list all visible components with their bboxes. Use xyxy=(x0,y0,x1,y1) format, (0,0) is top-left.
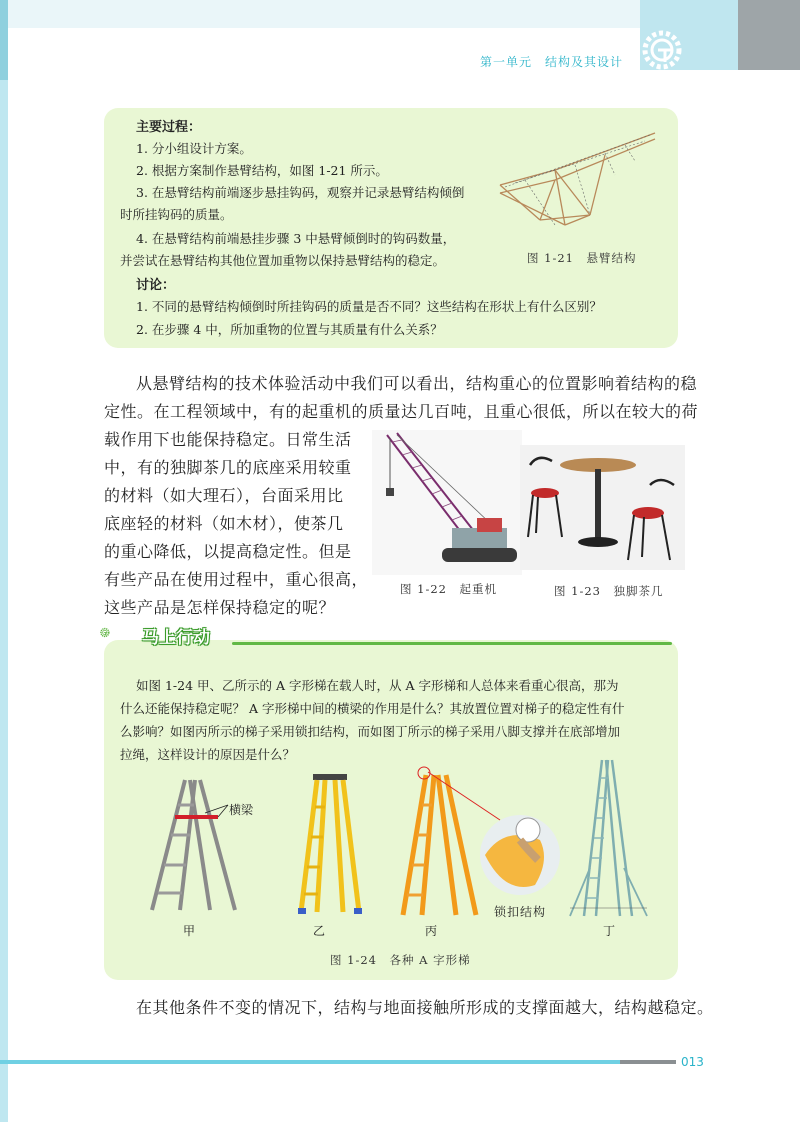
paragraph-line-3: 载作用下也能保持稳定。日常生活 xyxy=(104,430,352,449)
lock-structure-callout xyxy=(420,770,560,900)
discussion-item-2: 2. 在步骤 4 中，所加重物的位置与其质量有什么关系？ xyxy=(136,322,443,337)
paragraph-line-7: 的重心降低，以提高稳定性。但是 xyxy=(104,542,352,561)
paragraph-line-9: 这些产品是怎样保持稳定的呢？ xyxy=(104,598,336,617)
left-margin-accent xyxy=(0,0,8,80)
action-text-3: 么影响？如图丙所示的梯子采用锁扣结构，而如图丁所示的梯子采用八脚支撑并在底部增加 xyxy=(120,724,621,739)
paragraph-line-4: 中，有的独脚茶几的底座采用较重 xyxy=(104,458,352,477)
coffee-table-photo xyxy=(520,445,685,570)
paragraph-line-2: 定性。在工程领域中，有的起重机的质量达几百吨，且重心很低，所以在较大的荷 xyxy=(104,402,699,421)
action-banner-line xyxy=(232,642,672,645)
paragraph-line-5: 的材料（如大理石），台面采用比 xyxy=(104,486,344,505)
ladder-jia-figure xyxy=(140,775,240,915)
action-text-2: 什么还能保持稳定呢？ A 字形梯中间的横梁的作用是什么？其放置位置对梯子的稳定性有什 xyxy=(120,701,625,716)
ladder-label-jia: 甲 xyxy=(183,924,196,938)
gear-logo-icon xyxy=(640,28,684,72)
ladder-yi-figure xyxy=(295,772,365,917)
paragraph-line-8: 有些产品在使用过程中，重心很高， xyxy=(104,570,369,589)
paragraph-line-6: 底座轻的材料（如木材），使茶几 xyxy=(104,514,344,533)
footer-line xyxy=(0,1060,620,1064)
step-4: 4. 在悬臂结构前端悬挂步骤 3 中悬臂倾倒时的钩码数量， xyxy=(136,231,456,246)
process-heading: 主要过程： xyxy=(136,120,202,135)
action-text-1: 如图 1-24 甲、乙所示的 A 字形梯在载人时，从 A 字形梯和人总体来看重心很高，那为 xyxy=(136,678,619,693)
cantilever-structure-figure xyxy=(495,125,665,235)
beam-label: 横梁 xyxy=(229,803,254,817)
figure-1-21-caption: 图 1-21 悬臂结构 xyxy=(527,251,637,265)
lock-label: 锁扣结构 xyxy=(494,905,547,919)
step-4-cont: 并尝试在悬臂结构其他位置加重物以保持悬臂结构的稳定。 xyxy=(120,253,446,268)
unit-title: 第一单元 结构及其设计 xyxy=(480,55,624,69)
action-title: 马上行动 xyxy=(142,628,210,648)
figure-1-22-caption: 图 1-22 起重机 xyxy=(400,582,497,596)
paragraph-line-1: 从悬臂结构的技术体验活动中我们可以看出，结构重心的位置影响着结构的稳 xyxy=(136,374,698,393)
conclusion-text: 在其他条件不变的情况下，结构与地面接触所形成的支撑面越大，结构越稳定。 xyxy=(136,998,714,1017)
step-3: 3. 在悬臂结构前端逐步悬挂钩码，观察并记录悬臂结构倾倒 xyxy=(136,185,465,200)
ladder-label-yi: 乙 xyxy=(313,924,326,938)
footer-line-accent xyxy=(620,1060,676,1064)
header-bar xyxy=(0,0,738,28)
figure-1-23-caption: 图 1-23 独脚茶几 xyxy=(554,584,664,598)
ladder-label-ding: 丁 xyxy=(603,924,616,938)
discussion-item-1: 1. 不同的悬臂结构倾倒时所挂钩码的质量是否不同？这些结构在形状上有什么区别？ xyxy=(136,299,602,314)
crane-photo xyxy=(372,430,522,575)
figure-1-24-caption: 图 1-24 各种 A 字形梯 xyxy=(330,953,471,967)
header-accent-gray xyxy=(738,0,800,70)
step-1: 1. 分小组设计方案。 xyxy=(136,141,252,156)
ladder-ding-figure xyxy=(562,758,652,923)
step-3-cont: 时所挂钩码的质量。 xyxy=(120,207,233,222)
ladder-label-bing: 丙 xyxy=(425,924,438,938)
page-number: 013 xyxy=(681,1055,704,1069)
left-margin-bar xyxy=(0,0,8,1122)
step-2: 2. 根据方案制作悬臂结构，如图 1-21 所示。 xyxy=(136,163,388,178)
action-text-4: 拉绳，这样设计的原因是什么？ xyxy=(120,747,296,762)
discussion-heading: 讨论： xyxy=(136,278,176,293)
